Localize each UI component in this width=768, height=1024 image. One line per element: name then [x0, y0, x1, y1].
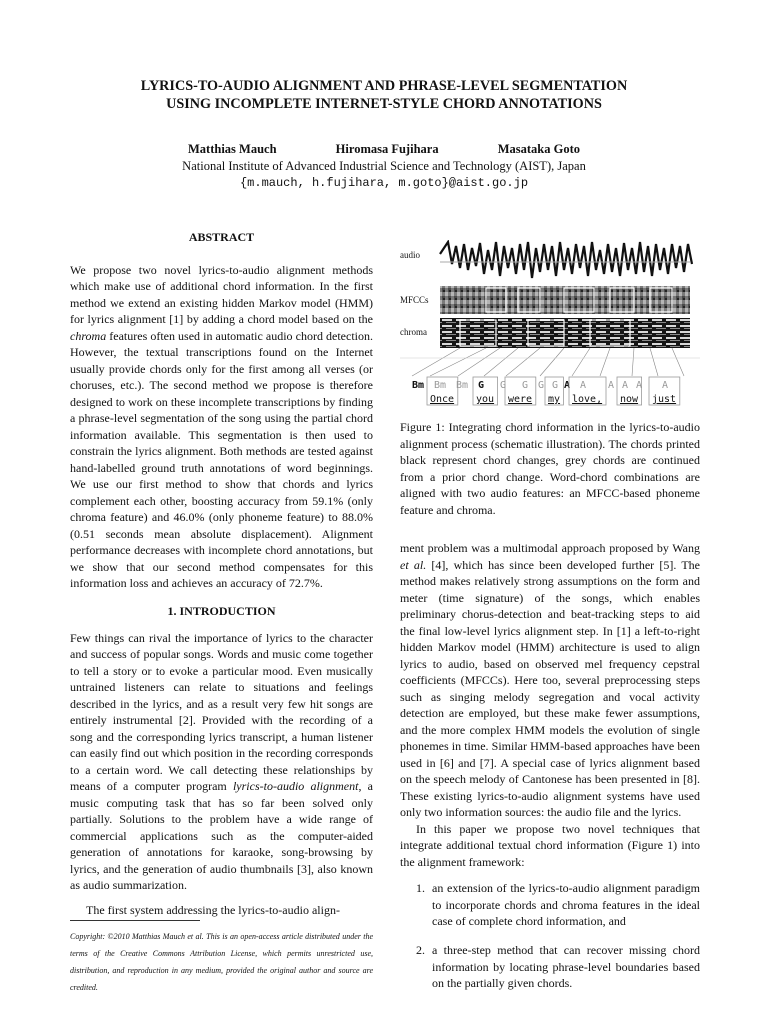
word-token — [473, 377, 498, 405]
intro-paragraph-3: In this paper we propose two novel techniques that integrate additional textual chord information (Figure 1) into the alignment framework: — [400, 821, 700, 869]
audio-label: audio — [400, 250, 420, 260]
list-item — [416, 942, 700, 1000]
alignment-lines — [412, 348, 684, 376]
word-text: Once — [430, 394, 455, 405]
title-line-2: USING INCOMPLETE INTERNET-STYLE CHORD ANNOTATIONS — [166, 96, 602, 112]
intro-continued — [400, 540, 700, 870]
audio-waveform — [440, 242, 692, 278]
chord-token: A — [608, 380, 615, 391]
author-name: Matthias Mauch — [188, 142, 277, 156]
chord-token: A — [636, 380, 643, 391]
copyright-icon: © — [107, 932, 114, 941]
abstract-text: We propose two novel lyrics-to-audio alignment methods which make use of additional chord information. In the first method we extend an existing hidden Markov model (HMM) for lyrics alignment [1] by adding a chord model based on the chroma features often used in automatic audio chord detection. However, the textual transcriptions found on the Internet usually provide chords only for the first among all verses (or choruses, etc.). The second method we propose is therefore designed to work on these incomplete transcriptions by finding a phrase-level segmentation of the song using the partial chord information available. This segmentation is then used to constrain the lyrics alignment. Both methods are tested against hand-labelled ground truth annotations of word beginnings. We use our first method to show that chords and lyrics complement each other, boosting accuracy from 59.1% (only chroma feature) and 46.0% (only phoneme feature) to 88.0% (0.51 seconds mean absolute displacement). Alignment performance decreases with incomplete chord annotations, but we show that our second method compensates for this information loss and achieves an accuracy of 72.7%. — [70, 262, 373, 590]
contribution-list — [416, 880, 700, 1000]
word-text: now — [620, 394, 639, 405]
paper-title — [60, 77, 708, 113]
word-text: love, — [572, 394, 603, 405]
figure-1 — [400, 240, 700, 412]
word-text: you — [476, 394, 495, 405]
mfcc-feature-strip — [440, 286, 690, 314]
list-item-number: 2. — [416, 943, 425, 957]
chroma-feature-strip — [440, 318, 690, 348]
figure-label: Figure 1 — [400, 420, 442, 434]
author-block — [60, 141, 708, 192]
word-token — [505, 377, 536, 405]
chord-token: Bm — [456, 380, 469, 391]
footnote-rule — [70, 920, 200, 921]
title-line-1: LYRICS-TO-AUDIO ALIGNMENT AND PHRASE-LEVEL SEGMENTATION — [140, 78, 628, 94]
intro-paragraph-2-continued: ment problem was a multimodal approach proposed by Wang et al. [4], which has since been developed further [5]. The method makes relatively strong assumptions on the form and meter (time signature) of the songs, which enables preliminary chorus-detection and beat-tracking steps to aid the final low-level lyrics alignment step. In [1] a left-to-right hidden Markov model (HMM) architecture is used to align lyrics to audio, based on observed mel frequency cepstral coefficients (MFCCs). Here too, several preprocessing steps such as singing melody segregation and vocal activity detection are employed, but these make fewer assumptions, and the more complex HMM models the evolution of single phonemes in time. Similar HMM-based approaches have been used in [6] and [7]. A special case of lyrics alignment based on the speech melody of Cantonese has been presented in [8]. These existing lyrics-to-audio alignment systems have used only two information sources: the audio file and the lyrics. — [400, 541, 701, 819]
word-text: my — [548, 394, 561, 405]
chord-token: A — [622, 380, 629, 391]
author-name: Hiromasa Fujihara — [335, 142, 439, 156]
word-token — [569, 377, 606, 405]
mfcc-label: MFCCs — [400, 295, 429, 305]
word-text: were — [508, 394, 533, 405]
introduction-heading: 1. INTRODUCTION — [167, 604, 276, 618]
chord-token: G — [500, 380, 507, 391]
word-text: just — [652, 394, 677, 405]
figure-graphic — [400, 240, 700, 412]
list-item — [416, 880, 700, 942]
figure-1-caption: Figure 1: Integrating chord information in the lyrics-to-audio alignment process (schematic illustration). The chords printed black represent chord changes, grey chords are continued from a prior chord change. Word-chord combinations are aligned with two audio features: an MFCC-based phoneme feature and chroma. — [400, 420, 700, 517]
chord-token: A — [564, 380, 571, 391]
affiliation: National Institute of Advanced Industrial Science and Technology (AIST), Japan — [182, 159, 586, 173]
chord-token: G — [478, 380, 485, 391]
author-names — [60, 141, 708, 158]
author-emails: {m.mauch, h.fujihara, m.goto}@aist.go.jp — [239, 176, 529, 190]
intro-paragraph-1: Few things can rival the importance of lyrics to the character and success of popular songs. Words and music come together to tell a story or to evoke a particular mood. Even musically untrained listeners can relate to situations and feelings described in the lyrics, and as a result very few hit songs are entirely instrumental [2]. Provided with the recording of a song and the corresponding lyrics transcript, a human listener can easily find out which position in the recording corresponds to a certain word. We call detecting these relationships by means of a computer program lyrics-to-audio alignment, a music computing task that has so far been solved only partially. Solutions to the problem have a wide range of commercial applications such as the computer-aided generation of annotations for karaoke, song-browsing by lyrics, and the generation of audio thumbnails [3], also known as audio summarization. — [70, 630, 373, 892]
chord-token: Bm — [434, 380, 447, 391]
abstract-heading: ABSTRACT — [188, 230, 255, 244]
chord-token: G — [552, 380, 559, 391]
chord-token: Bm — [412, 380, 425, 391]
copyright-notice: Copyright: ©2010 Matthias Mauch et al. This is an open-access article distributed under the terms of the Creative Commons Attribution License, which permits unrestricted use, distribution, and reproduction in any medium, provided the original author and source are credited. — [70, 928, 373, 996]
intro-paragraph-2-start: The first system addressing the lyrics-to-audio align- — [86, 902, 340, 917]
list-item-number: 1. — [416, 881, 425, 895]
list-item-text: an extension of the lyrics-to-audio alignment paradigm to incorporate chords and chroma features in the ideal case of complete chord information, and — [432, 881, 700, 928]
list-item-text: a three-step method that can recover missing chord information by locating phrase-level boundaries based on the partially given chords. — [432, 943, 700, 990]
abstract-section — [70, 229, 373, 592]
author-name: Masataka Goto — [497, 142, 580, 156]
chord-token: A — [580, 380, 587, 391]
chord-token-row — [412, 380, 668, 391]
chord-token: A — [662, 380, 669, 391]
chroma-label: chroma — [400, 327, 427, 337]
chord-token: G — [522, 380, 529, 391]
introduction-section — [70, 603, 373, 918]
chord-token: G — [538, 380, 545, 391]
